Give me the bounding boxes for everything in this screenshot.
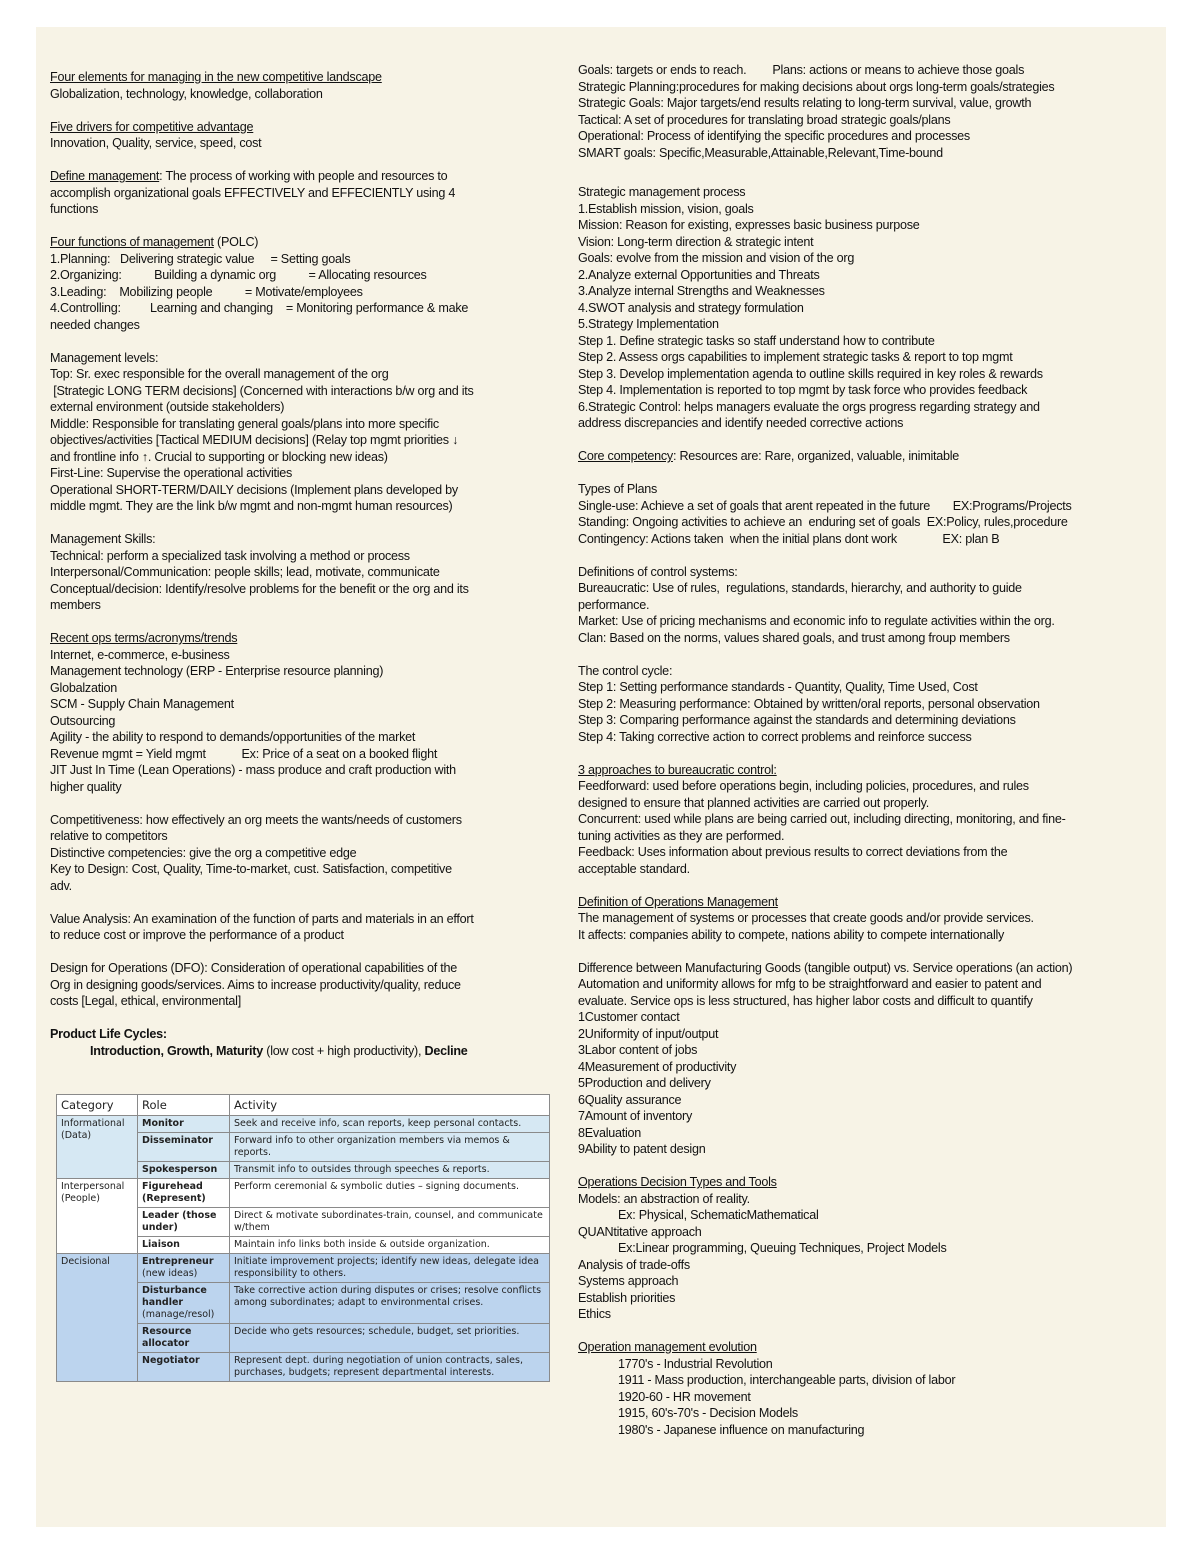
core-competency-title: Core competency (578, 449, 673, 463)
category-interpersonal: Interpersonal (People) (57, 1179, 138, 1254)
polc-line: 3.Leading: Mobilizing people = Motivate/employees (50, 284, 363, 299)
strategic-process-line: Mission: Reason for existing, expresses basic business purpose (578, 218, 920, 232)
control-approach-line: designed to ensure that planned activities are carried out properly. (578, 795, 930, 810)
control-cycle-line: Step 3: Comparing performance against the standards and determining deviations (578, 713, 1016, 727)
activity-cell: Take corrective action during disputes or crises; resolve conflicts among subordinates; adapt to environmental crises. (230, 1283, 550, 1324)
management-levels (50, 350, 550, 515)
strategic-process-line: Step 2. Assess orgs capabilities to implement strategic tasks & report to top mgmt (578, 350, 1013, 364)
om-evolution-item: 1915, 60's-70's - Decision Models (618, 1406, 798, 1420)
goals-line: Goals: targets or ends to reach. Plans: actions or means to achieve those goals (578, 63, 1025, 77)
competitiveness (50, 812, 550, 895)
mfg-service-line: Difference between Manufacturing Goods (tangible output) vs. Service operations (an action) (578, 960, 1073, 975)
control-cycle-line: The control cycle: (578, 663, 673, 678)
control-approach-line: Feedforward: used before operations begin, including policies, procedures, and rules (578, 779, 1029, 793)
dfo-line: costs [Legal, ethical, environmental] (50, 994, 241, 1008)
decision-types-list (578, 1191, 1158, 1323)
polc-line: 1.Planning: Delivering strategic value = Setting goals (50, 251, 351, 266)
control-systems (578, 564, 1158, 647)
section-title-five-drivers: Five drivers for competitive advantage (50, 119, 254, 134)
activity-cell: Forward info to other organization members via memos & reports. (230, 1133, 550, 1162)
value-analysis-line: to reduce cost or improve the performance of a product (50, 928, 344, 942)
role-note: (manage/resol) (142, 1309, 215, 1320)
role-name: Disseminator (142, 1135, 213, 1146)
table-row (57, 1179, 550, 1208)
category-informational: Informational (Data) (57, 1116, 138, 1179)
manager-roles-table (56, 1094, 550, 1382)
role-cell (138, 1324, 230, 1353)
activity-cell: Seek and receive info, scan reports, keep personal contacts. (230, 1116, 550, 1133)
dfo-line: Org in designing goods/services. Aims to increase productivity/quality, reduce (50, 977, 461, 992)
control-approach-line: tuning activities as they are performed. (578, 828, 785, 843)
bureaucratic-control-title: 3 approaches to bureaucratic control: (578, 762, 777, 777)
mfg-service-line: 4Measurement of productivity (578, 1059, 737, 1074)
polc-line: 4.Controlling: Learning and changing = Monitoring performance & make (50, 301, 469, 315)
mfg-service-line: Automation and uniformity allows for mfg to be straightforward and easier to patent and (578, 977, 1042, 991)
strategic-process-line: 4.SWOT analysis and strategy formulation (578, 300, 804, 315)
decision-type-item: Systems approach (578, 1274, 679, 1288)
mfg-service-line: evaluate. Service ops is less structured, has higher labor costs and difficult to quantify (578, 993, 1033, 1008)
management-skills-line: Conceptual/decision: Identify/resolve problems for the benefit or the org and its (50, 581, 469, 596)
decision-types-title: Operations Decision Types and Tools (578, 1175, 777, 1189)
mfg-service-line: 1Customer contact (578, 1010, 680, 1024)
role-cell (138, 1162, 230, 1179)
core-competency-text: : Resources are: Rare, organized, valuable, inimitable (672, 449, 960, 463)
mfg-service-line: 7Amount of inventory (578, 1109, 693, 1123)
recent-term-item: Agility - the ability to respond to demands/opportunities of the market (50, 730, 416, 744)
polc-suffix: (POLC) (213, 235, 259, 249)
control-system-line: Bureaucratic: Use of rules, regulations, standards, hierarchy, and authority to guide (578, 581, 1022, 595)
strategic-process-line: 6.Strategic Control: helps managers evaluate the orgs progress regarding strategy and (578, 399, 1040, 414)
competitiveness-line: Key to Design: Cost, Quality, Time-to-market, cust. Satisfaction, competitive (50, 862, 452, 876)
activity-cell: Direct & motivate subordinates-train, counsel, and communicate w/them (230, 1208, 550, 1237)
mfg-service-line: 6Quality assurance (578, 1092, 682, 1107)
recent-term-item: Management technology (ERP - Enterprise resource planning) (50, 664, 384, 678)
plan-type-line: Types of Plans (578, 482, 658, 496)
table-header-category: Category (57, 1095, 138, 1116)
decision-type-item: Establish priorities (578, 1290, 676, 1305)
role-name: Entrepreneur (142, 1256, 214, 1267)
om-evolution-item: 1770's - Industrial Revolution (618, 1356, 773, 1371)
strategic-process-line: 3.Analyze internal Strengths and Weaknesses (578, 284, 825, 298)
control-cycle (578, 663, 1158, 746)
plan-type-line: Single-use: Achieve a set of goals that arent repeated in the future EX:Programs/Projects (578, 498, 1072, 513)
plc-stages-c: Decline (424, 1043, 468, 1058)
om-evolution-item: 1980's - Japanese influence on manufacturing (618, 1422, 865, 1437)
polc-heading (50, 234, 550, 251)
plan-type-line: Contingency: Actions taken when the initial plans dont work EX: plan B (578, 531, 1000, 546)
activity-cell: Represent dept. during negotiation of union contracts, sales, purchases, budgets; represent departmental interests. (230, 1353, 550, 1382)
recent-term-item: Revenue mgmt = Yield mgmt Ex: Price of a seat on a booked flight (50, 746, 438, 761)
plc-stages-b: (low cost + high productivity), (263, 1043, 425, 1058)
decision-type-item: Models: an abstraction of reality. (578, 1191, 750, 1206)
control-approach-line: acceptable standard. (578, 861, 690, 876)
strategic-process-line: Strategic management process (578, 185, 746, 199)
role-name: Spokesperson (142, 1164, 218, 1175)
decision-type-item: Ex: Physical, SchematicMathematical (618, 1208, 819, 1222)
role-cell (138, 1179, 230, 1208)
right-column (578, 62, 1158, 1438)
strategic-process-line: 1.Establish mission, vision, goals (578, 201, 754, 216)
recent-terms-title: Recent ops terms/acronyms/trends (50, 631, 238, 645)
activity-cell: Perform ceremonial & symbolic duties – signing documents. (230, 1179, 550, 1208)
management-skills-line: Interpersonal/Communication: people skills; lead, motivate, communicate (50, 565, 440, 579)
polc-line: 2.Organizing: Building a dynamic org = Allocating resources (50, 268, 427, 282)
table-header-row (57, 1095, 550, 1116)
table-row (57, 1254, 550, 1283)
role-name: Liaison (142, 1239, 180, 1250)
competitiveness-line: adv. (50, 878, 72, 893)
role-cell (138, 1133, 230, 1162)
control-approach-line: Concurrent: used while plans are being carried out, including directing, monitoring, and fine- (578, 812, 1066, 826)
role-name: Disturbance handler (142, 1285, 207, 1308)
strategic-process-line: address discrepancies and identify needed corrective actions (578, 416, 904, 430)
role-cell (138, 1208, 230, 1237)
define-management (50, 168, 550, 185)
recent-terms-list (50, 647, 550, 796)
control-cycle-line: Step 2: Measuring performance: Obtained by written/oral reports, personal observation (578, 696, 1040, 711)
section-body-five-drivers: Innovation, Quality, service, speed, cost (50, 136, 262, 150)
management-levels-line: objectives/activities [Tactical MEDIUM decisions] (Relay top mgmt priorities ↓ (50, 433, 459, 447)
category-decisional: Decisional (57, 1254, 138, 1382)
recent-term-item: Internet, e-commerce, e-business (50, 647, 230, 662)
management-levels-line: middle mgmt. They are the link b/w mgmt and non-mgmt human resources) (50, 499, 453, 513)
goals-line: Strategic Goals: Major targets/end results relating to long-term survival, value, growth (578, 96, 1032, 110)
mfg-service-line: 9Ability to patent design (578, 1142, 706, 1156)
polc-title: Four functions of management (50, 235, 214, 249)
management-skills-line: Management Skills: (50, 532, 156, 546)
control-system-line: Clan: Based on the norms, values shared goals, and trust among froup members (578, 630, 1010, 645)
strategic-process-line: Step 1. Define strategic tasks so staff understand how to contribute (578, 333, 935, 348)
management-levels-line: Operational SHORT-TERM/DAILY decisions (Implement plans developed by (50, 482, 458, 497)
role-name: Leader (those under) (142, 1210, 217, 1233)
management-skills-line: members (50, 598, 101, 612)
product-life-cycle-stages (50, 1043, 550, 1060)
activity-cell: Initiate improvement projects; identify new ideas, delegate idea responsibility to others. (230, 1254, 550, 1283)
role-cell (138, 1353, 230, 1382)
goals-line: Strategic Planning:procedures for making decisions about orgs long-term goals/strategies (578, 79, 1055, 94)
activity-cell: Decide who gets resources; schedule, budget, set priorities. (230, 1324, 550, 1353)
mfg-service-line: 3Labor content of jobs (578, 1043, 698, 1057)
define-management-text: : The process of working with people and resources to (159, 169, 448, 183)
operations-management-title: Definition of Operations Management (578, 894, 778, 909)
define-management-line-2: accomplish organizational goals EFFECTIVELY and EFFECIENTLY using 4 (50, 185, 456, 200)
decision-type-item: QUANtitative approach (578, 1224, 702, 1239)
role-cell (138, 1116, 230, 1133)
role-note: (new ideas) (142, 1268, 198, 1279)
om-definition-line: It affects: companies ability to compete, nations ability to compete internationally (578, 927, 1005, 942)
strategic-management-process (578, 184, 1158, 432)
om-evolution-item: 1911 - Mass production, interchangeable parts, division of labor (618, 1373, 956, 1387)
mfg-service-line: 2Uniformity of input/output (578, 1026, 719, 1041)
strategic-process-line: Step 4. Implementation is reported to top mgmt by task force who provides feedback (578, 383, 1028, 397)
goals-line: Operational: Process of identifying the specific procedures and processes (578, 129, 970, 143)
table-header-activity: Activity (230, 1095, 550, 1116)
plc-stages-a: Introduction, Growth, Maturity (90, 1043, 263, 1058)
define-management-title: Define management (50, 169, 160, 183)
management-levels-line: Top: Sr. exec responsible for the overall management of the org (50, 367, 389, 381)
design-for-operations (50, 960, 550, 1010)
control-cycle-line: Step 1: Setting performance standards - Quantity, Quality, Time Used, Cost (578, 680, 978, 694)
table-row (57, 1116, 550, 1133)
competitiveness-line: relative to competitors (50, 829, 168, 843)
management-levels-line: [Strategic LONG TERM decisions] (Concerned with interactions b/w org and its (50, 383, 474, 398)
role-cell (138, 1254, 230, 1283)
recent-term-item: JIT Just In Time (Lean Operations) - mass produce and craft production with (50, 763, 456, 777)
define-management-line-3: functions (50, 202, 99, 216)
management-levels-line: Middle: Responsible for translating general goals/plans into more specific (50, 416, 439, 431)
activity-cell: Transmit info to outsides through speeches & reports. (230, 1162, 550, 1179)
mfg-service-line: 8Evaluation (578, 1125, 642, 1140)
om-definition-line: The management of systems or processes that create goods and/or provide services. (578, 911, 1034, 925)
table-header-role: Role (138, 1095, 230, 1116)
control-cycle-line: Step 4: Taking corrective action to correct problems and reinforce success (578, 729, 972, 744)
control-system-line: Market: Use of pricing mechanisms and economic info to regulate activities within the org. (578, 614, 1055, 628)
polc-line: needed changes (50, 317, 140, 332)
management-skills-line: Technical: perform a specialized task involving a method or process (50, 548, 410, 563)
role-name: Monitor (142, 1118, 184, 1129)
activity-cell: Maintain info links both inside & outside organization. (230, 1237, 550, 1254)
value-analysis (50, 911, 550, 944)
strategic-process-line: Vision: Long-term direction & strategic intent (578, 234, 814, 249)
types-of-plans (578, 481, 1158, 547)
role-name: Resource allocator (142, 1326, 192, 1349)
section-title-four-elements: Four elements for managing in the new competitive landscape (50, 70, 382, 84)
decision-type-item: Ex:Linear programming, Queuing Techniques, Project Models (618, 1241, 947, 1255)
competitiveness-line: Distinctive competencies: give the org a competitive edge (50, 845, 357, 860)
section-body-four-elements: Globalization, technology, knowledge, collaboration (50, 86, 323, 101)
role-name: Figurehead (Represent) (142, 1181, 206, 1204)
om-evolution-list (578, 1356, 1158, 1439)
left-column (50, 69, 550, 1059)
mfg-service-line: 5Production and delivery (578, 1076, 711, 1090)
goals-line: Tactical: A set of procedures for translating broad strategic goals/plans (578, 112, 951, 127)
goals-and-plans (578, 62, 1158, 161)
management-levels-line: Management levels: (50, 350, 159, 365)
control-approach-line: Feedback: Uses information about previous results to correct deviations from the (578, 845, 1008, 859)
manufacturing-vs-service (578, 960, 1158, 1158)
management-levels-line: external environment (outside stakeholders) (50, 400, 285, 414)
recent-term-item: Outsourcing (50, 713, 116, 728)
management-skills (50, 531, 550, 614)
role-cell (138, 1283, 230, 1324)
role-cell (138, 1237, 230, 1254)
recent-term-item: SCM - Supply Chain Management (50, 697, 234, 711)
om-evolution-title: Operation management evolution (578, 1340, 757, 1354)
bureaucratic-control-approaches (578, 778, 1158, 877)
strategic-process-line: Step 3. Develop implementation agenda to outline skills required in key roles & rewards (578, 366, 1043, 381)
polc-list (50, 251, 550, 334)
goals-line: SMART goals: Specific,Measurable,Attainable,Relevant,Time-bound (578, 145, 943, 160)
dfo-line: Design for Operations (DFO): Consideration of operational capabilities of the (50, 961, 458, 975)
core-competency (578, 448, 1158, 465)
value-analysis-line: Value Analysis: An examination of the function of parts and materials in an effort (50, 911, 474, 926)
om-evolution-item: 1920-60 - HR movement (618, 1389, 751, 1404)
strategic-process-line: 2.Analyze external Opportunities and Threats (578, 267, 820, 282)
plan-type-line: Standing: Ongoing activities to achieve an enduring set of goals EX:Policy, rules,procedure (578, 515, 1068, 529)
decision-type-item: Ethics (578, 1307, 611, 1321)
decision-type-item: Analysis of trade-offs (578, 1257, 690, 1272)
role-name: Negotiator (142, 1355, 200, 1366)
recent-term-item: higher quality (50, 779, 122, 794)
control-system-line: performance. (578, 597, 650, 612)
recent-term-item: Globalzation (50, 680, 118, 695)
product-life-cycle-title: Product Life Cycles: (50, 1027, 167, 1041)
competitiveness-line: Competitiveness: how effectively an org meets the wants/needs of customers (50, 812, 462, 827)
control-system-line: Definitions of control systems: (578, 564, 738, 579)
operations-management-definition (578, 910, 1158, 943)
strategic-process-line: 5.Strategy Implementation (578, 317, 719, 331)
management-levels-line: First-Line: Supervise the operational activities (50, 466, 293, 480)
management-levels-line: and frontline info ↑. Crucial to supporting or blocking new ideas) (50, 449, 388, 464)
strategic-process-line: Goals: evolve from the mission and vision of the org (578, 251, 855, 265)
